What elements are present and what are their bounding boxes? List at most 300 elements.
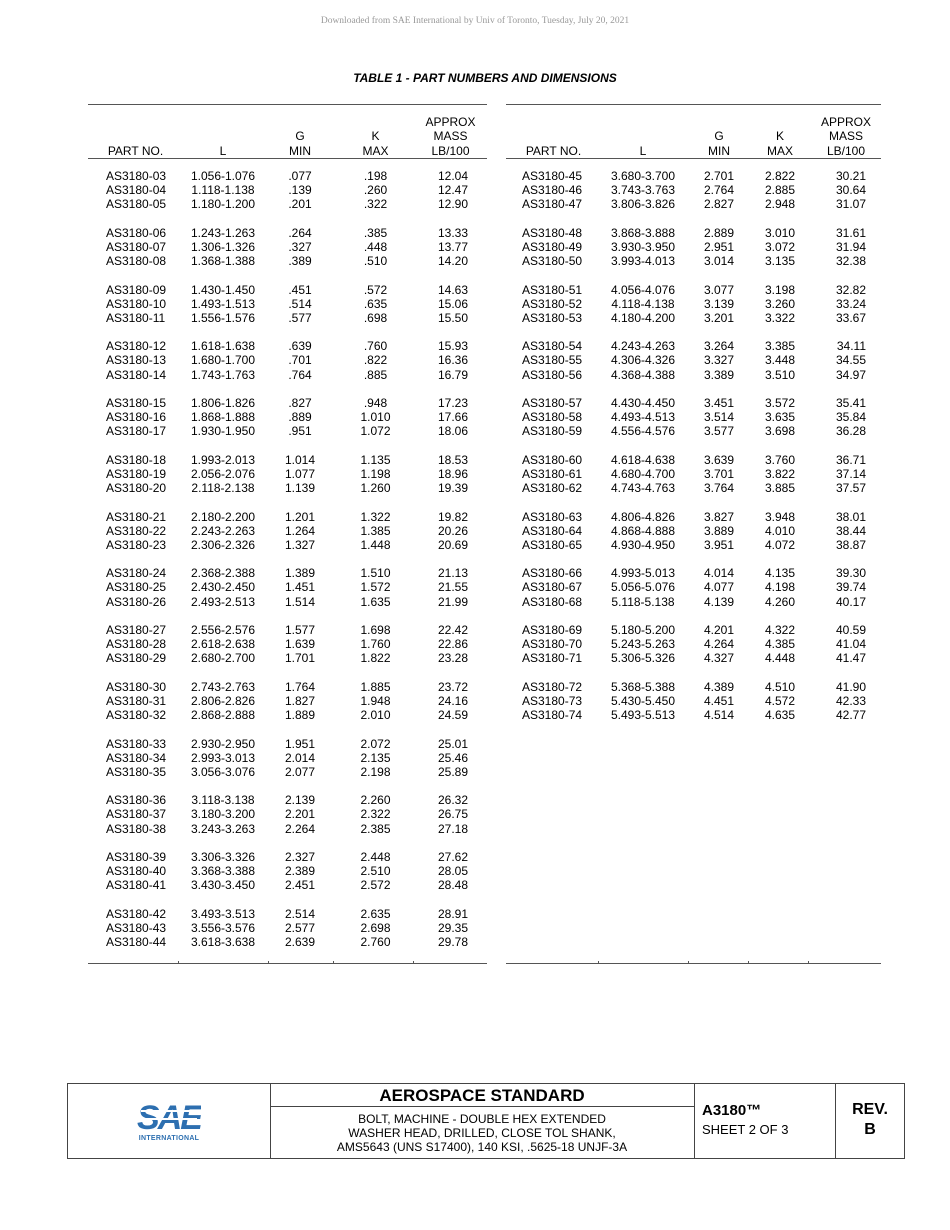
cell-part: AS3180-70: [522, 637, 583, 652]
cell-g: 2.327: [284, 850, 316, 864]
cell-k: 4.135: [764, 566, 796, 581]
cell-g: 3.264: [703, 339, 735, 354]
download-watermark: Downloaded from SAE International by Univ of Toronto, Tuesday, July 20, 2021: [320, 16, 630, 26]
row-group: [88, 453, 487, 496]
cell-mass: 40.59: [835, 623, 866, 637]
cell-mass: 16.79: [437, 367, 468, 382]
cell-g: 4.389: [703, 679, 735, 694]
table-row: [506, 524, 881, 538]
cell-g: 1.451: [284, 580, 316, 595]
cell-mass: 31.61: [835, 225, 866, 240]
cell-l: 4.868-4.888: [610, 523, 676, 538]
cell-l: 3.743-3.763: [610, 183, 676, 198]
row-group: [506, 283, 881, 326]
cell-g: 4.514: [703, 708, 735, 723]
cell-l: 1.556-1.576: [190, 310, 256, 325]
cell-g: 1.201: [284, 509, 316, 524]
cell-l: 1.306-1.326: [190, 239, 256, 254]
table-row: [88, 737, 487, 751]
cell-k: .698: [363, 310, 388, 325]
table-row: [88, 708, 487, 722]
cell-k: .385: [363, 225, 388, 240]
table-row: [506, 410, 881, 424]
cell-k: 4.385: [764, 637, 796, 652]
row-group: [506, 453, 881, 496]
row-group: [506, 623, 881, 666]
cell-k: .322: [363, 197, 388, 212]
cell-mass: 39.30: [835, 566, 866, 581]
cell-k: 2.322: [360, 807, 391, 822]
table-row: [506, 183, 881, 197]
table-row: [88, 651, 487, 665]
cell-g: 3.639: [703, 452, 735, 467]
row-group: [88, 850, 487, 893]
cell-k: 1.135: [360, 452, 391, 467]
cell-part: AS3180-57: [522, 396, 583, 410]
cell-g: 1.514: [284, 594, 316, 609]
column-tick: [688, 961, 689, 964]
cell-g: 4.451: [703, 693, 735, 708]
row-group: [506, 169, 881, 212]
cell-g: 1.827: [284, 693, 316, 708]
cell-l: 4.243-4.263: [610, 339, 676, 354]
cell-g: 2.889: [703, 225, 735, 240]
table-row: [88, 410, 487, 424]
cell-part: AS3180-07: [106, 239, 167, 254]
cell-part: AS3180-18: [106, 452, 167, 467]
table-body: [88, 159, 487, 949]
table-row: [88, 850, 487, 864]
cell-part: AS3180-44: [106, 935, 167, 950]
cell-part: AS3180-60: [522, 452, 583, 467]
table-row: [88, 339, 487, 353]
table-row: [506, 481, 881, 495]
cell-k: 3.698: [764, 424, 796, 439]
cell-l: 3.430-3.450: [190, 878, 256, 893]
cell-mass: 33.67: [835, 310, 866, 325]
cell-g: 2.451: [284, 878, 316, 893]
row-group: [88, 283, 487, 326]
cell-l: 2.056-2.076: [190, 466, 256, 481]
cell-k: 3.635: [764, 410, 796, 425]
cell-l: 4.930-4.950: [610, 537, 676, 552]
cell-l: 2.930-2.950: [190, 736, 256, 751]
column-header-mass: [811, 115, 881, 159]
cell-k: .572: [363, 282, 388, 297]
cell-g: 4.139: [703, 594, 735, 609]
cell-mass: 28.48: [437, 878, 468, 893]
cell-l: 3.806-3.826: [610, 197, 676, 212]
cell-mass: 12.04: [437, 169, 468, 183]
cell-k: 4.322: [764, 623, 796, 637]
cell-mass: 36.71: [835, 452, 866, 467]
cell-part: AS3180-56: [522, 367, 583, 382]
table-row: [506, 623, 881, 637]
cell-mass: 38.44: [835, 523, 866, 538]
cell-part: AS3180-16: [106, 410, 167, 425]
cell-mass: 29.35: [437, 920, 468, 935]
cell-l: 2.430-2.450: [190, 580, 256, 595]
cell-l: 5.493-5.513: [610, 708, 676, 723]
cell-l: 2.180-2.200: [190, 509, 256, 524]
table-row: [88, 510, 487, 524]
cell-part: AS3180-37: [106, 807, 167, 822]
table-row: [88, 878, 487, 892]
column-tick: [598, 961, 599, 964]
cell-g: .951: [288, 424, 312, 439]
cell-part: AS3180-24: [106, 566, 167, 581]
cell-part: AS3180-51: [522, 282, 583, 297]
table-row: [506, 283, 881, 297]
cell-l: 1.243-1.263: [190, 225, 256, 240]
cell-mass: 12.47: [437, 183, 468, 198]
cell-g: 1.701: [284, 651, 316, 666]
cell-mass: 15.93: [437, 339, 468, 354]
cell-mass: 42.77: [835, 708, 866, 723]
header-line: L: [639, 143, 647, 158]
table-row: [506, 708, 881, 722]
table-row: [88, 368, 487, 382]
cell-mass: 14.63: [437, 282, 468, 297]
header-line: MIN: [289, 143, 311, 158]
cell-l: 1.493-1.513: [190, 296, 256, 311]
cell-part: AS3180-63: [522, 509, 583, 524]
table-row: [506, 240, 881, 254]
cell-mass: 28.05: [437, 864, 468, 879]
cell-k: 3.385: [764, 339, 796, 354]
cell-part: AS3180-72: [522, 679, 583, 694]
description-line: WASHER HEAD, DRILLED, CLOSE TOL SHANK,: [348, 1126, 616, 1140]
cell-g: 3.451: [703, 396, 735, 410]
cell-l: 1.806-1.826: [190, 396, 256, 410]
cell-g: 2.077: [284, 764, 316, 779]
cell-l: 1.180-1.200: [190, 197, 256, 212]
cell-part: AS3180-30: [106, 679, 167, 694]
cell-l: 4.993-5.013: [610, 566, 676, 581]
cell-l: 3.368-3.388: [190, 864, 256, 879]
table-body: [506, 159, 881, 722]
description-line: AMS5643 (UNS S17400), 140 KSI, .5625-18 UNJF-3A: [336, 1140, 628, 1154]
cell-part: AS3180-36: [106, 793, 167, 808]
cell-g: 4.077: [703, 580, 735, 595]
header-line: G: [295, 129, 305, 143]
cell-l: 3.493-3.513: [190, 906, 256, 921]
cell-l: 3.618-3.638: [190, 935, 256, 950]
cell-part: AS3180-73: [522, 693, 583, 708]
cell-g: .077: [288, 169, 312, 183]
cell-part: AS3180-15: [106, 396, 167, 410]
standard-title: AEROSPACE STANDARD: [270, 1084, 694, 1107]
table-row: [88, 524, 487, 538]
cell-g: 3.139: [703, 296, 735, 311]
cell-g: 1.639: [284, 637, 316, 652]
table-row: [506, 637, 881, 651]
cell-part: AS3180-65: [522, 537, 583, 552]
cell-l: 4.430-4.450: [610, 396, 676, 410]
cell-g: 4.264: [703, 637, 735, 652]
column-header-k: [751, 129, 809, 158]
table-row: [88, 793, 487, 807]
cell-part: AS3180-13: [106, 353, 167, 368]
column-tick: [808, 961, 809, 964]
row-group: [506, 510, 881, 553]
cell-l: 3.556-3.576: [190, 920, 256, 935]
cell-mass: 21.55: [437, 580, 468, 595]
cell-k: 2.885: [764, 183, 796, 198]
table-row: [506, 368, 881, 382]
header-line: K: [371, 129, 380, 143]
cell-k: .510: [363, 254, 388, 269]
cell-part: AS3180-40: [106, 864, 167, 879]
column-tick: [333, 961, 334, 964]
row-group: [506, 566, 881, 609]
row-group: [506, 339, 881, 382]
table-row: [506, 197, 881, 211]
header-line: L: [219, 143, 227, 158]
cell-part: AS3180-23: [106, 537, 167, 552]
cell-part: AS3180-34: [106, 750, 167, 765]
standard-description: [270, 1107, 694, 1154]
cell-part: AS3180-53: [522, 310, 583, 325]
cell-mass: 23.72: [437, 679, 468, 694]
cell-k: .198: [363, 169, 388, 183]
cell-l: 2.680-2.700: [190, 651, 256, 666]
table-row: [88, 226, 487, 240]
cell-g: .327: [288, 239, 312, 254]
cell-mass: 22.86: [437, 637, 468, 652]
cell-g: 1.264: [284, 523, 316, 538]
table-row: [506, 580, 881, 594]
header-line: LB/100: [826, 143, 866, 158]
cell-k: .822: [363, 353, 388, 368]
cell-k: 2.448: [360, 850, 391, 864]
cell-l: 3.993-4.013: [610, 254, 676, 269]
row-group: [88, 396, 487, 439]
cell-k: 4.635: [764, 708, 796, 723]
cell-part: AS3180-38: [106, 821, 167, 836]
cell-l: 2.493-2.513: [190, 594, 256, 609]
cell-k: 1.072: [360, 424, 391, 439]
cell-mass: 41.90: [835, 679, 866, 694]
cell-part: AS3180-67: [522, 580, 583, 595]
cell-k: 3.885: [764, 481, 796, 496]
column-header-g: [689, 129, 749, 158]
cell-l: 1.056-1.076: [190, 169, 256, 183]
cell-g: 1.889: [284, 708, 316, 723]
cell-g: 4.327: [703, 651, 735, 666]
cell-mass: 14.20: [437, 254, 468, 269]
cell-part: AS3180-45: [522, 169, 583, 183]
cell-mass: 25.01: [437, 736, 468, 751]
cell-part: AS3180-32: [106, 708, 167, 723]
cell-part: AS3180-74: [522, 708, 583, 723]
table-row: [88, 297, 487, 311]
column-header-l: [183, 144, 263, 159]
cell-l: 1.930-1.950: [190, 424, 256, 439]
header-line: APPROX: [425, 114, 476, 129]
cell-k: 4.448: [764, 651, 796, 666]
cell-k: 3.760: [764, 452, 796, 467]
cell-k: 4.072: [764, 537, 796, 552]
cell-mass: 15.06: [437, 296, 468, 311]
cell-l: 5.243-5.263: [610, 637, 676, 652]
cell-g: 3.701: [703, 466, 735, 481]
table-row: [506, 651, 881, 665]
cell-k: 3.948: [764, 509, 796, 524]
cell-g: 1.577: [284, 623, 316, 637]
column-header-k: [338, 129, 413, 158]
table-row: [506, 566, 881, 580]
cell-part: AS3180-35: [106, 764, 167, 779]
table-row: [506, 467, 881, 481]
cell-g: 2.577: [284, 920, 316, 935]
cell-k: 2.698: [360, 920, 391, 935]
cell-g: .827: [288, 396, 312, 410]
cell-part: AS3180-27: [106, 623, 167, 637]
cell-part: AS3180-46: [522, 183, 583, 198]
cell-part: AS3180-26: [106, 594, 167, 609]
cell-mass: 42.33: [835, 693, 866, 708]
cell-part: AS3180-05: [106, 197, 167, 212]
cell-l: 2.868-2.888: [190, 708, 256, 723]
cell-g: 3.077: [703, 282, 735, 297]
cell-k: 2.385: [360, 821, 391, 836]
cell-mass: 27.18: [437, 821, 468, 836]
cell-k: 4.510: [764, 679, 796, 694]
cell-g: 1.077: [284, 466, 316, 481]
cell-mass: 35.84: [835, 410, 866, 425]
cell-k: 1.760: [360, 637, 391, 652]
cell-g: 2.264: [284, 821, 316, 836]
cell-mass: 21.13: [437, 566, 468, 581]
cell-l: 4.556-4.576: [610, 424, 676, 439]
table-row: [506, 424, 881, 438]
cell-l: 1.618-1.638: [190, 339, 256, 354]
cell-l: 4.493-4.513: [610, 410, 676, 425]
cell-g: .514: [288, 296, 312, 311]
header-line: PART NO.: [525, 143, 582, 158]
cell-l: 3.680-3.700: [610, 169, 676, 183]
cell-part: AS3180-11: [106, 310, 166, 325]
table-row: [88, 240, 487, 254]
cell-l: 4.118-4.138: [611, 296, 675, 311]
cell-part: AS3180-41: [106, 878, 167, 893]
header-line: K: [775, 129, 784, 143]
cell-mass: 16.36: [437, 353, 468, 368]
header-line: LB/100: [431, 143, 470, 158]
cell-k: 2.260: [360, 793, 391, 808]
cell-mass: 18.96: [437, 466, 468, 481]
header-line: MAX: [362, 143, 389, 158]
table-header: [88, 105, 487, 159]
cell-mass: 24.59: [437, 708, 468, 723]
table-row: [88, 396, 487, 410]
header-line: MAX: [766, 143, 793, 158]
cell-part: AS3180-42: [106, 906, 167, 921]
revision-label: REV.: [852, 1101, 888, 1118]
cell-l: 1.680-1.700: [190, 353, 256, 368]
cell-part: AS3180-59: [522, 424, 583, 439]
table-row: [506, 510, 881, 524]
cell-mass: 30.21: [835, 169, 866, 183]
cell-g: 3.014: [703, 254, 735, 269]
cell-g: 2.701: [703, 169, 735, 183]
cell-k: 3.822: [764, 466, 796, 481]
cell-k: 1.198: [360, 466, 391, 481]
row-group: [506, 396, 881, 439]
cell-k: 1.572: [360, 580, 391, 595]
table-row: [88, 864, 487, 878]
cell-g: .577: [288, 310, 312, 325]
cell-g: 3.201: [703, 310, 735, 325]
cell-l: 2.243-2.263: [190, 523, 256, 538]
table-row: [88, 197, 487, 211]
cell-part: AS3180-25: [106, 580, 167, 595]
cell-k: 1.948: [360, 693, 391, 708]
part-table-right: [506, 104, 881, 964]
cell-k: 3.010: [764, 225, 796, 240]
cell-g: .701: [288, 353, 312, 368]
cell-part: AS3180-29: [106, 651, 167, 666]
header-line: MASS: [828, 129, 863, 143]
table-title: TABLE 1 - PART NUMBERS AND DIMENSIONS: [353, 71, 617, 85]
column-ticks: [88, 961, 487, 964]
cell-part: AS3180-28: [106, 637, 167, 652]
row-group: [88, 737, 487, 780]
cell-l: 1.368-1.388: [190, 254, 256, 269]
column-ticks: [506, 961, 881, 964]
cell-g: .764: [288, 367, 312, 382]
cell-part: AS3180-58: [522, 410, 583, 425]
cell-k: 3.072: [764, 239, 796, 254]
cell-k: 4.572: [764, 693, 796, 708]
cell-k: .448: [363, 239, 388, 254]
cell-g: .139: [288, 183, 312, 198]
cell-l: 4.680-4.700: [610, 466, 676, 481]
cell-g: .389: [288, 254, 312, 269]
cell-g: 2.201: [284, 807, 316, 822]
column-tick: [268, 961, 269, 964]
cell-k: 3.448: [764, 353, 796, 368]
cell-g: 3.764: [703, 481, 735, 496]
cell-k: 3.198: [764, 282, 796, 297]
cell-l: 1.430-1.450: [190, 282, 256, 297]
cell-mass: 32.82: [835, 282, 866, 297]
cell-k: 1.010: [360, 410, 391, 425]
part-table-left: [88, 104, 487, 964]
cell-l: 4.806-4.826: [610, 509, 676, 524]
table-row: [88, 183, 487, 197]
table-row: [506, 694, 881, 708]
cell-part: AS3180-09: [106, 282, 167, 297]
table-row: [88, 907, 487, 921]
cell-mass: 17.23: [437, 396, 468, 410]
cell-part: AS3180-04: [106, 183, 167, 198]
cell-l: 3.180-3.200: [190, 807, 256, 822]
cell-g: 1.014: [284, 452, 316, 467]
table-row: [506, 226, 881, 240]
cell-mass: 40.17: [835, 594, 866, 609]
row-group: [88, 510, 487, 553]
cell-mass: 41.04: [835, 637, 866, 652]
cell-k: .760: [363, 339, 388, 354]
cell-l: 2.368-2.388: [190, 566, 256, 581]
cell-mass: 41.47: [835, 651, 866, 666]
cell-mass: 17.66: [437, 410, 468, 425]
cell-part: AS3180-54: [522, 339, 583, 354]
cell-k: 1.635: [360, 594, 391, 609]
cell-part: AS3180-19: [106, 466, 167, 481]
